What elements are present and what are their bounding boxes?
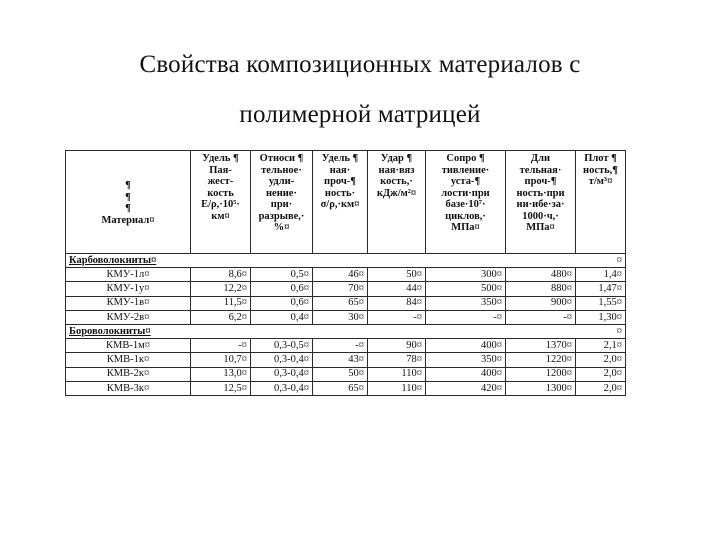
- column-header-line: км¤: [211, 210, 230, 222]
- column-header-line: проч-¶: [324, 176, 356, 187]
- material-name-cell: КМУ-1у¤: [66, 282, 191, 296]
- column-header-line: кДж/м²¤: [376, 187, 417, 199]
- table-cell: 2,0¤: [576, 381, 626, 395]
- column-header-line: проч-¶: [524, 176, 557, 187]
- table-row: [66, 367, 626, 381]
- column-header-line: удли-: [268, 176, 295, 187]
- material-name-cell: КМВ-1к¤: [66, 353, 191, 367]
- table-cell: 1200¤: [506, 367, 576, 381]
- table-row: [66, 353, 626, 367]
- column-header-1: [191, 151, 251, 254]
- column-header-line: лости·при: [441, 187, 490, 199]
- table-cell: 350¤: [426, 353, 506, 367]
- table-cell: 880¤: [506, 282, 576, 296]
- table-cell: 0,3-0,4¤: [251, 367, 313, 381]
- table-cell: -¤: [426, 310, 506, 324]
- table-cell: 400¤: [426, 367, 506, 381]
- column-header-line: ¶: [125, 203, 131, 214]
- table-cell: -¤: [368, 310, 426, 324]
- table-body: [66, 254, 626, 396]
- column-header-line: ¶: [125, 180, 131, 191]
- column-header-3: [313, 151, 368, 254]
- column-header-line: ни·ибе·за·: [516, 199, 565, 210]
- table-cell: 78¤: [368, 353, 426, 367]
- material-name-cell: КМУ-2в¤: [66, 310, 191, 324]
- column-header-7: [576, 151, 626, 254]
- table-cell: 30¤: [313, 310, 368, 324]
- material-name-cell: КМУ-1в¤: [66, 296, 191, 310]
- table-cell: 44¤: [368, 282, 426, 296]
- page-title-line-2: полимерной матрицей: [239, 101, 481, 128]
- column-header-line: Материал¤: [101, 214, 155, 226]
- table-row: [66, 282, 626, 296]
- column-header-line: циклов,·: [445, 210, 486, 222]
- table-cell: 2,1¤: [576, 339, 626, 353]
- column-header-line: кость: [207, 187, 234, 199]
- column-header-line: ность,¶: [583, 164, 618, 176]
- column-header-line: тельная·: [519, 164, 562, 176]
- table-cell: 70¤: [313, 282, 368, 296]
- table-cell: 900¤: [506, 296, 576, 310]
- properties-table: [65, 150, 626, 396]
- group-label: Карбоволокниты¤: [66, 254, 576, 268]
- column-header-line: ная·вяз: [378, 164, 415, 176]
- table-row: [66, 268, 626, 282]
- group-row: [66, 324, 626, 338]
- group-row: [66, 254, 626, 268]
- table-cell: 2,0¤: [576, 367, 626, 381]
- table-cell: 300¤: [426, 268, 506, 282]
- table-cell: 1,4¤: [576, 268, 626, 282]
- column-header-line: МПа¤: [451, 222, 480, 233]
- column-header-line: жест-: [207, 176, 234, 187]
- table-cell: 12,5¤: [191, 381, 251, 395]
- table-cell: 90¤: [368, 339, 426, 353]
- table-cell: 2,0¤: [576, 353, 626, 367]
- table-cell: 0,6¤: [251, 296, 313, 310]
- table-cell: 1370¤: [506, 339, 576, 353]
- column-header-line: ная·: [329, 164, 351, 176]
- column-header-line: при·: [270, 199, 293, 210]
- page-title: [60, 40, 660, 140]
- column-header-line: уста-¶: [450, 176, 481, 187]
- column-header-line: тельное·: [261, 164, 302, 176]
- table-cell: 1,30¤: [576, 310, 626, 324]
- table-cell: -¤: [506, 310, 576, 324]
- table-cell: 12,2¤: [191, 282, 251, 296]
- table-cell: 350¤: [426, 296, 506, 310]
- column-header-line: Плот ¶: [584, 153, 617, 164]
- table-cell: 8,6¤: [191, 268, 251, 282]
- table-row: [66, 339, 626, 353]
- table-header: [66, 151, 626, 254]
- page-title-line-1: Свойства композиционных материалов с: [139, 51, 581, 78]
- table-cell: 0,3-0,4¤: [251, 353, 313, 367]
- material-name-cell: КМВ-3к¤: [66, 381, 191, 395]
- table-cell: -¤: [191, 339, 251, 353]
- material-name-cell: КМУ-1л¤: [66, 268, 191, 282]
- table-cell: 84¤: [368, 296, 426, 310]
- table-cell: 10,7¤: [191, 353, 251, 367]
- column-header-line: Пая-: [209, 164, 232, 176]
- column-header-line: разрыве,·: [258, 210, 305, 222]
- table-cell: 1300¤: [506, 381, 576, 395]
- column-header-line: нение·: [266, 187, 297, 199]
- column-header-line: E/ρ,·10⁵·: [201, 199, 240, 210]
- table-cell: 1220¤: [506, 353, 576, 367]
- column-header-5: [426, 151, 506, 254]
- table-header-row: [66, 151, 626, 254]
- column-header-line: Дли: [530, 153, 551, 164]
- column-header-2: [251, 151, 313, 254]
- column-header-line: базе·10⁷·: [445, 199, 486, 210]
- column-header-line: ность·при: [516, 187, 565, 199]
- column-header-line: тивление·: [441, 164, 490, 176]
- column-header-line: Удар ¶: [380, 153, 413, 164]
- group-end-mark: ¤: [576, 324, 626, 338]
- table-cell: 50¤: [313, 367, 368, 381]
- column-header-line: МПа¤: [526, 222, 555, 233]
- column-header-line: т/м³¤: [588, 176, 613, 187]
- table-cell: 1,55¤: [576, 296, 626, 310]
- column-header-line: кость,·: [380, 176, 413, 187]
- table-cell: 65¤: [313, 381, 368, 395]
- table-cell: 13,0¤: [191, 367, 251, 381]
- column-header-4: [368, 151, 426, 254]
- column-header-line: Удель ¶: [202, 153, 239, 164]
- table-cell: 0,6¤: [251, 282, 313, 296]
- table-cell: 500¤: [426, 282, 506, 296]
- table-row: [66, 381, 626, 395]
- table-row: [66, 310, 626, 324]
- table-cell: 50¤: [368, 268, 426, 282]
- column-header-line: Сопро ¶: [446, 153, 485, 164]
- table-cell: -¤: [313, 339, 368, 353]
- material-name-cell: КМВ-1м¤: [66, 339, 191, 353]
- table-cell: 65¤: [313, 296, 368, 310]
- group-end-mark: ¤: [576, 254, 626, 268]
- table-cell: 420¤: [426, 381, 506, 395]
- table-cell: 0,5¤: [251, 268, 313, 282]
- table-cell: 0,3-0,5¤: [251, 339, 313, 353]
- table-cell: 0,4¤: [251, 310, 313, 324]
- table-cell: 46¤: [313, 268, 368, 282]
- column-header-material: [66, 151, 191, 254]
- column-header-line: σ/ρ,·км¤: [320, 199, 360, 210]
- column-header-line: Относи ¶: [259, 153, 304, 164]
- table-cell: 480¤: [506, 268, 576, 282]
- column-header-line: 1000·ч,·: [522, 210, 559, 222]
- group-label: Бороволокниты¤: [66, 324, 576, 338]
- material-name-cell: КМВ-2к¤: [66, 367, 191, 381]
- column-header-line: ¶: [125, 191, 131, 203]
- table-cell: 0,3-0,4¤: [251, 381, 313, 395]
- table-cell: 1,47¤: [576, 282, 626, 296]
- table-cell: 400¤: [426, 339, 506, 353]
- table-cell: 110¤: [368, 381, 426, 395]
- table-cell: 11,5¤: [191, 296, 251, 310]
- table-cell: 110¤: [368, 367, 426, 381]
- column-header-line: %¤: [273, 222, 290, 233]
- table-cell: 6,2¤: [191, 310, 251, 324]
- column-header-line: ность·: [324, 187, 356, 199]
- column-header-line: Удель ¶: [321, 153, 359, 164]
- table-row: [66, 296, 626, 310]
- column-header-6: [506, 151, 576, 254]
- table-cell: 43¤: [313, 353, 368, 367]
